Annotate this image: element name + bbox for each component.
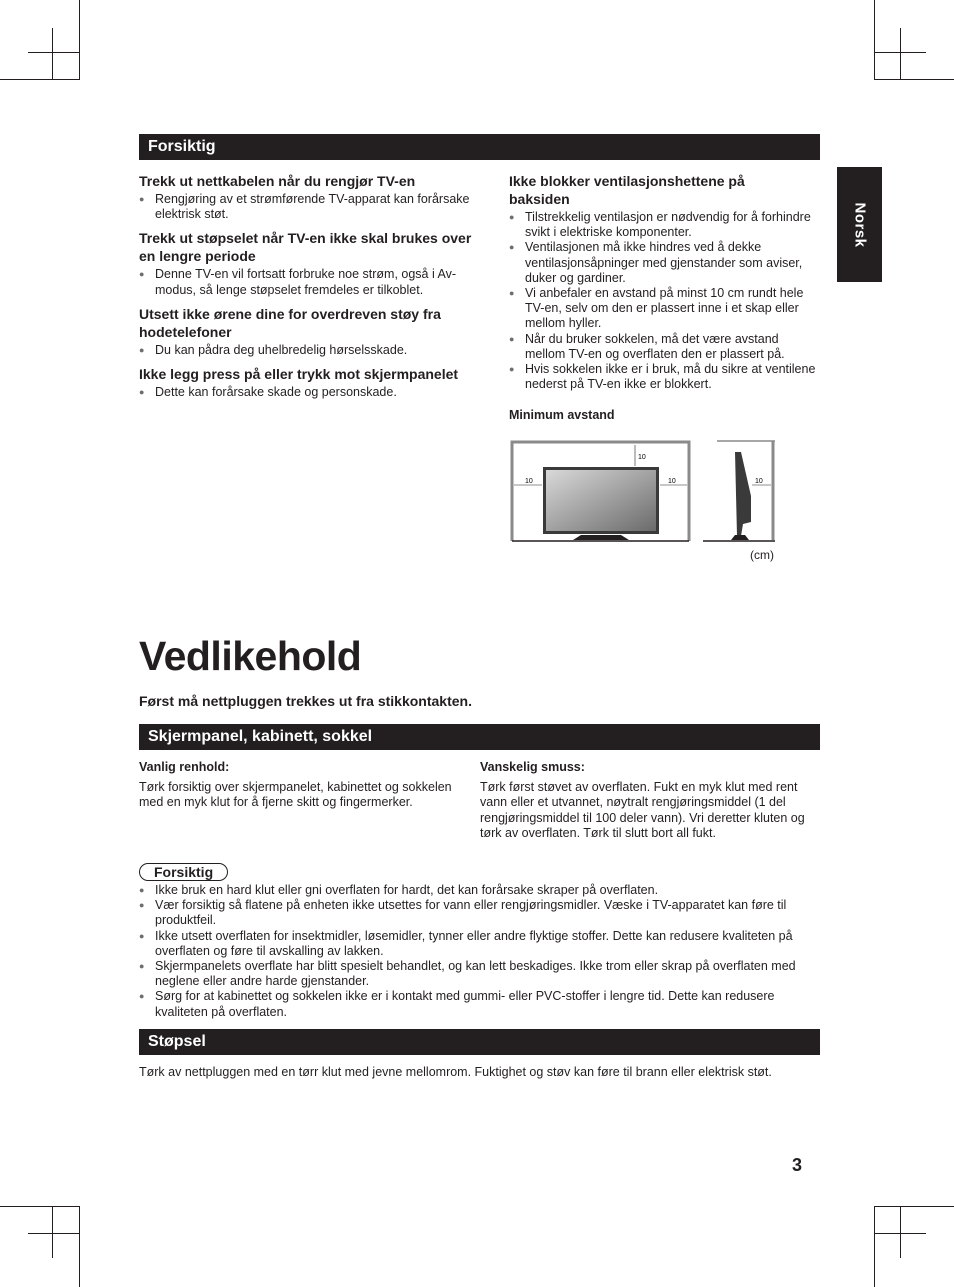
front-left-gap: 10 [525, 478, 533, 485]
bullet-item: ● Sørg for at kabinettet og sokkelen ikke er i kontakt med gummi- eller PVC-stoffer i lengre tid. Dette kan redusere kvaliteten på overflaten. [139, 989, 815, 1019]
bullet-item: ● Når du bruker sokkelen, må det være avstand mellom TV-en og overflaten den er plassert på. [509, 332, 820, 362]
bullet-item: ● Ventilasjonen må ikke hindres ved å dekke ventilasjonsåpninger med gjenstander som aviser, duker og gardiner. [509, 240, 820, 286]
front-top-gap: 10 [638, 454, 646, 461]
section-header-screen: Skjermpanel, kabinett, sokkel [139, 724, 820, 750]
section-header-caution: Forsiktig [139, 134, 820, 160]
bullet-item: ● Vi anbefaler en avstand på minst 10 cm rundt hele TV-en, selv om den er plassert inne i et skap eller mellom hyller. [509, 286, 820, 332]
caution-pill-label: Forsiktig [139, 863, 228, 881]
bullet-item: ● Skjermpanelets overflate har blitt spesielt behandlet, og kan lett beskadiges. Ikke trom eller skrap på overflaten med neglene eller andre harde gjenstander. [139, 959, 815, 989]
bullet-item: ● Du kan pådra deg uhelbredelig hørselsskade. [139, 343, 474, 358]
page-title: Vedlikehold [139, 633, 362, 679]
caution-heading: Utsett ikke ørene dine for overdreven støy fra hodetelefoner [139, 305, 441, 340]
caution-heading: Ikke blokker ventilasjonshettene på baksiden [509, 173, 745, 207]
regular-cleaning [139, 760, 472, 811]
regular-text: Tørk forsiktig over skjermpanelet, kabinettet og sokkelen med en myk klut for å fjerne skitt og fingermerker. [139, 780, 452, 810]
heavy-label: Vanskelig smuss: [480, 760, 585, 774]
heavy-cleaning [480, 760, 810, 841]
language-tab [837, 167, 882, 282]
bullet-item: ● Rengjøring av et strømførende TV-apparat kan forårsake elektrisk støt. [139, 192, 474, 222]
unit-label: (cm) [750, 548, 774, 562]
heavy-text: Tørk først støvet av overflaten. Fukt en myk klut med rent vann eller et utvannet, nøytralt rengjøringsmiddel (1 del rengjøringsmiddel til 100 deler vann). Vri deretter kluten og tørk av overflaten. Tørk til slutt bort all fukt. [480, 780, 805, 840]
plug-text: Tørk av nettpluggen med en tørr klut med jevne mellomrom. Fuktighet og støv kan føre til brann eller elektrisk støt. [139, 1065, 772, 1079]
lead-text: Først må nettpluggen trekkes ut fra stikkontakten. [139, 693, 472, 709]
regular-label: Vanlig renhold: [139, 760, 230, 774]
caution-heading: Ikke legg press på eller trykk mot skjermpanelet [139, 366, 459, 383]
caution-right-column [509, 172, 820, 392]
caution-heading: Trekk ut støpselet når TV-en ikke skal brukes over en lengre periode [139, 230, 472, 265]
tv-side [735, 452, 751, 536]
bullet-item: ● Vær forsiktig så flatene på enheten ikke utsettes for vann eller rengjøringsmidler. Væske i TV-apparatet kan føre til produktfeil. [139, 898, 815, 928]
diagram-label: Minimum avstand [509, 408, 615, 422]
caution-heading: Trekk ut nettkabelen når du rengjør TV-en [139, 173, 416, 189]
bullet-item: ● Hvis sokkelen ikke er i bruk, må du sikre at ventilene nederst på TV-en ikke er blokkert. [509, 362, 820, 392]
language-tab-label: Norsk [851, 201, 868, 248]
caution-list [139, 883, 815, 1020]
page-number: 3 [792, 1155, 803, 1175]
bullet-item: ● Ikke bruk en hard klut eller gni overflaten for hardt, det kan forårsake skraper på overflaten. [139, 883, 815, 898]
side-gap: 10 [755, 478, 763, 485]
bullet-item: ● Dette kan forårsake skade og personskade. [139, 385, 474, 400]
caution-pill [139, 863, 228, 882]
front-right-gap: 10 [668, 478, 676, 485]
clearance-diagram [505, 436, 785, 548]
section-header-plug: Støpsel [139, 1029, 820, 1055]
bullet-item: ● Tilstrekkelig ventilasjon er nødvendig for å forhindre svikt i elektriske komponenter. [509, 210, 820, 240]
bullet-item: ● Ikke utsett overflaten for insektmidler, løsemidler, tynner eller andre flyktige stoffer. Dette kan redusere kvaliteten på overflaten og føre til avskalling av lakken. [139, 929, 815, 959]
bullet-item: ● Denne TV-en vil fortsatt forbruke noe strøm, også i Av-modus, så lenge støpselet fremdeles er tilkoblet. [139, 267, 474, 297]
caution-left-column [139, 172, 474, 400]
